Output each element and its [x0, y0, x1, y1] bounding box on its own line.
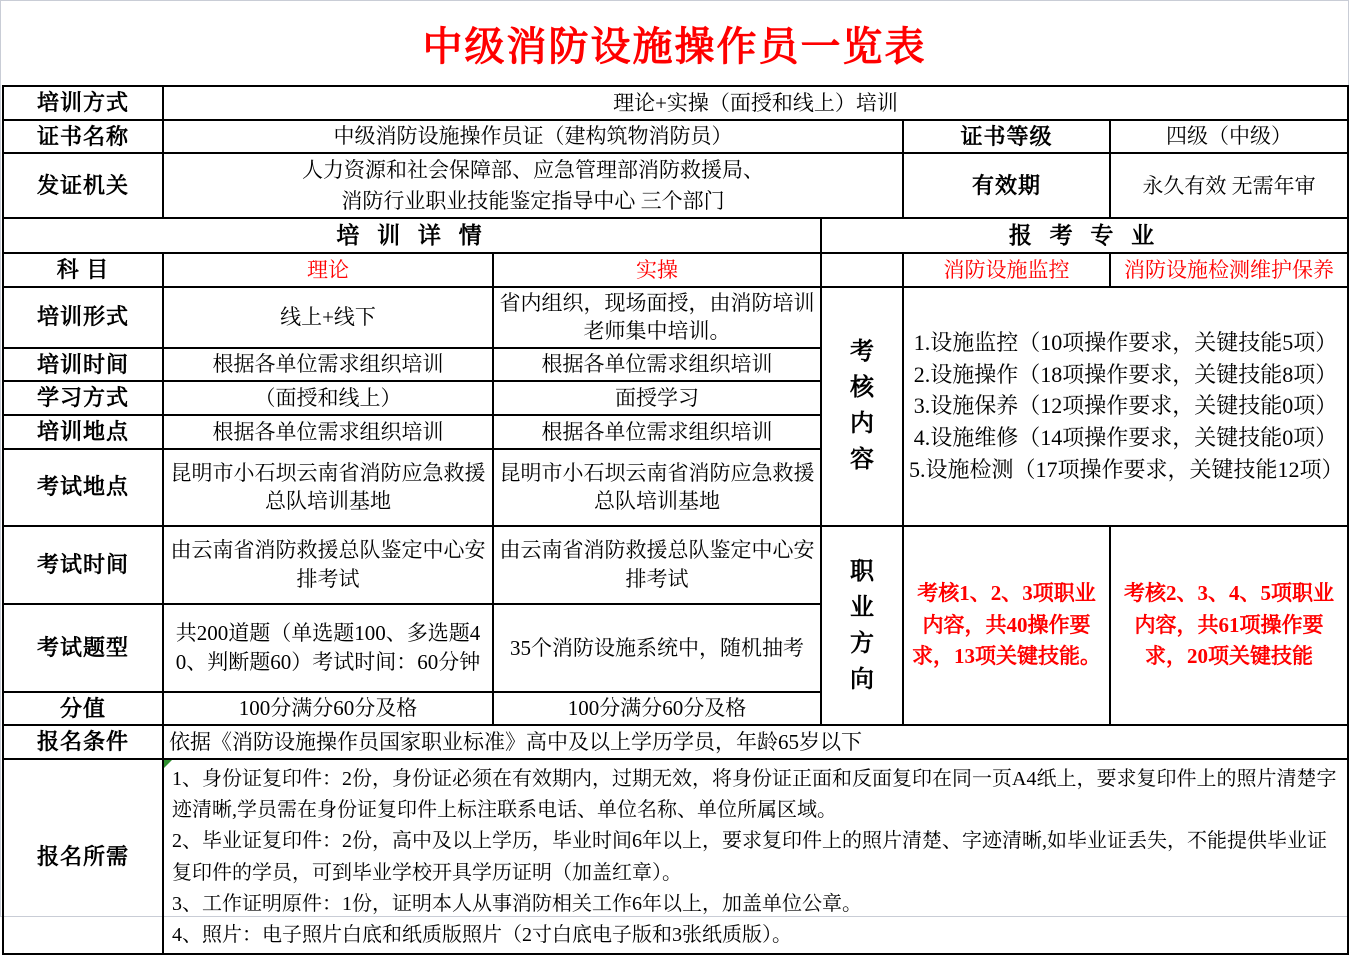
row-label-issuer: 发证机关: [3, 153, 163, 218]
row-label-subjects: 科 目: [3, 253, 163, 287]
assessment-items-1-4: 1.设施监控（10项操作要求，关键技能5项）2.设施操作（18项操作要求，关键技能8项）3.设施保养（12项操作要求，关键技能0项）4.设施维修（14项操作要求，关键技能0项）: [913, 329, 1338, 451]
empty-cell: [821, 253, 903, 287]
row-label-cert-name: 证书名称: [3, 120, 163, 154]
assessment-content-label-text: 考核内容: [850, 339, 874, 474]
training-place-practice: 根据各单位需求组织培训: [493, 415, 821, 449]
materials-item-1: 1、身份证复印件：2份，身份证必须在有效期内，过期无效，将身份证正面和反面复印在同一页A4纸上，要求复印件上的照片清楚字迹清晰,学员需在身份证复印件上标注联系电话、单位名称、单位所属区域。: [172, 768, 1337, 822]
exam-type-theory: 共200道题（单选题100、多选题40、判断题60）考试时间：60分钟: [163, 604, 493, 692]
exam-place-theory: 昆明市小石坝云南省消防应急救援总队培训基地: [163, 449, 493, 526]
materials-item-2: 2、毕业证复印件：2份，高中及以上学历，毕业时间6年以上，要求复印件上的照片清楚、字迹清晰,如毕业证丢失，不能提供毕业证复印件的学员，可到毕业学校开具学历证明（加盖红章）。: [172, 830, 1327, 884]
table-row: [3, 153, 1348, 218]
row-label-exam-time: 考试时间: [3, 526, 163, 604]
exam-time-theory: 由云南省消防救援总队鉴定中心安排考试: [163, 526, 493, 604]
row-label-exam-place: 考试地点: [3, 449, 163, 526]
row-label-validity: 有效期: [903, 153, 1110, 218]
issuer-line-2: 消防行业职业技能鉴定指导中心 三个部门: [341, 188, 725, 213]
assessment-content-label: [821, 287, 903, 526]
table-row: [3, 287, 1348, 348]
exam-place-practice: 昆明市小石坝云南省消防应急救援总队培训基地: [493, 449, 821, 526]
section-training-details: 培 训 详 情: [3, 218, 821, 253]
training-time-practice: 根据各单位需求组织培训: [493, 348, 821, 382]
materials-item-3: 3、工作证明原件：1份，证明本人从事消防相关工作6年以上，加盖单位公章。: [172, 892, 862, 915]
subject-header-row: [3, 253, 1348, 287]
training-method-value: 理论+实操（面授和线上）培训: [163, 86, 1348, 120]
subject-practice: 实操: [493, 253, 821, 287]
study-mode-theory: （面授和线上）: [163, 381, 493, 415]
major-maintenance: 消防设施检测维护保养: [1110, 253, 1348, 287]
training-form-theory: 线上+线下: [163, 287, 493, 348]
score-theory: 100分满分60分及格: [163, 692, 493, 726]
row-label-training-form: 培训形式: [3, 287, 163, 348]
study-mode-practice: 面授学习: [493, 381, 821, 415]
row-label-training-place: 培训地点: [3, 415, 163, 449]
cert-level-value: 四级（中级）: [1110, 120, 1348, 154]
career-direction-label-text: 职业方向: [850, 558, 874, 693]
table-row: [3, 120, 1348, 154]
row-label-exam-type: 考试题型: [3, 604, 163, 692]
table-row: [3, 759, 1348, 954]
materials-item-4: 4、照片：电子照片白底和纸质版照片（2寸白底电子版和3张纸质版）。: [172, 924, 792, 947]
score-practice: 100分满分60分及格: [493, 692, 821, 726]
table-row: [3, 86, 1348, 120]
career-direction-label: [821, 526, 903, 726]
career-major1-value: 考核1、2、3项职业内容，共40操作要求，13项关键技能。: [903, 526, 1110, 726]
cell-corner-marker: [164, 760, 172, 768]
validity-value: 永久有效 无需年审: [1110, 153, 1348, 218]
issuer-line-1: 人力资源和社会保障部、应急管理部消防救援局、: [302, 158, 764, 183]
section-exam-majors: 报 考 专 业: [821, 218, 1348, 253]
table-row: [3, 725, 1348, 759]
row-label-materials: 报名所需: [3, 759, 163, 954]
major-monitoring: 消防设施监控: [903, 253, 1110, 287]
assessment-content-value: [903, 287, 1348, 526]
issuer-value: [163, 153, 903, 218]
subject-theory: 理论: [163, 253, 493, 287]
row-label-training-time: 培训时间: [3, 348, 163, 382]
training-form-practice: 省内组织，现场面授，由消防培训老师集中培训。: [493, 287, 821, 348]
row-label-training-method: 培训方式: [3, 86, 163, 120]
materials-value: [163, 759, 1348, 954]
row-label-requirements: 报名条件: [3, 725, 163, 759]
overview-table: [2, 85, 1349, 955]
table-row: [3, 526, 1348, 604]
row-label-cert-level: 证书等级: [903, 120, 1110, 154]
exam-type-practice: 35个消防设施系统中，随机抽考: [493, 604, 821, 692]
assessment-item-5: 5.设施检测（17项操作要求，关键技能12项）: [909, 457, 1344, 483]
section-header-row: [3, 218, 1348, 253]
requirements-value: 依据《消防设施操作员国家职业标准》高中及以上学历学员，年龄65岁以下: [163, 725, 1348, 759]
cert-name-value: 中级消防设施操作员证（建构筑物消防员）: [163, 120, 903, 154]
page-title: 中级消防设施操作员一览表: [422, 23, 927, 69]
row-label-study-mode: 学习方式: [3, 381, 163, 415]
career-major2-value: 考核2、3、4、5项职业内容，共61项操作要求，20项关键技能: [1110, 526, 1348, 726]
training-time-theory: 根据各单位需求组织培训: [163, 348, 493, 382]
row-label-score: 分值: [3, 692, 163, 726]
exam-time-practice: 由云南省消防救援总队鉴定中心安排考试: [493, 526, 821, 604]
training-place-theory: 根据各单位需求组织培训: [163, 415, 493, 449]
